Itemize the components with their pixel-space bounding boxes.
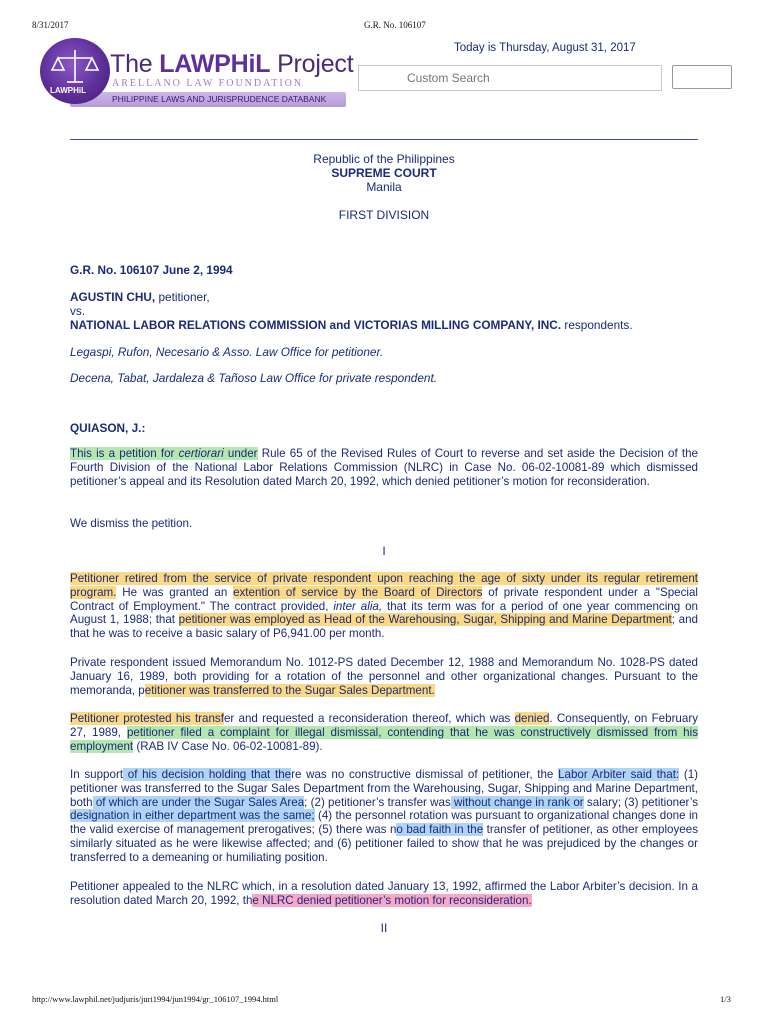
division-label: FIRST DIVISION bbox=[338, 208, 430, 222]
counsel-petitioner: Legaspi, Rufon, Necesario & Asso. Law Office for petitioner. bbox=[70, 345, 384, 359]
site-subtitle: ARELLANO LAW FOUNDATION bbox=[112, 78, 304, 89]
site-band-text: PHILIPPINE LAWS AND JURISPRUDENCE DATABANK bbox=[112, 94, 327, 104]
print-title: G.R. No. 106107 bbox=[364, 20, 426, 30]
counsel-respondent: Decena, Tabat, Jardaleza & Tañoso Law Office for private respondent. bbox=[70, 371, 438, 385]
site-title: The LAWPHiL Project bbox=[110, 50, 354, 78]
versus-label: vs. bbox=[70, 304, 86, 318]
search-input[interactable] bbox=[405, 66, 689, 90]
court-city: Manila bbox=[366, 180, 402, 194]
logo-text: LAWPHiL bbox=[50, 86, 86, 95]
lawphil-logo[interactable] bbox=[40, 38, 110, 104]
petitioner-line: AGUSTIN CHU, petitioner, bbox=[70, 290, 210, 304]
paragraph-3: Petitioner retired from the service of private respondent upon reaching the age of sixty under its regular retirement program. He was granted an extention of service by the Board of Directors of private respondent under a "Special Contract of Employment." The contract provided, inter alia, that its term was for a period of one year commencing on August 1, 1988; that petitioner was employed as Head of the Warehousing, Sugar, Shipping and Marine Department; and that he was to receive a basic salary of P6,941.00 per month. bbox=[70, 572, 698, 641]
paragraph-2: We dismiss the petition. bbox=[70, 517, 193, 530]
paragraph-1: This is a petition for certiorari under Rule 65 of the Revised Rules of Court to reverse and set aside the Decision of the Fourth Division of the National Labor Relations Commission (NLRC) in Case No. 06-02-10081-89 which dismissed petitioner’s appeal and its Resolution dated March 20, 1992, which denied petitioner’s motion for reconsideration. bbox=[70, 447, 698, 488]
search-field[interactable] bbox=[358, 65, 662, 91]
respondent-line: NATIONAL LABOR RELATIONS COMMISSION and VICTORIAS MILLING COMPANY, INC. respondents. bbox=[70, 318, 633, 332]
section-heading-1: I bbox=[382, 544, 386, 558]
today-date: Today is Thursday, August 31, 2017 bbox=[454, 42, 636, 54]
republic-label: Republic of the Philippines bbox=[313, 152, 455, 166]
court-name: SUPREME COURT bbox=[331, 166, 437, 180]
ponente: QUIASON, J.: bbox=[70, 421, 146, 435]
paragraph-4: Private respondent issued Memorandum No. 1012-PS dated December 12, 1988 and Memorandum No. 1028-PS dated January 16, 1989, both providing for a rotation of the personnel and other organizational changes. Pursuant to the memoranda, petitioner was transferred to the Sugar Sales Department. bbox=[70, 656, 698, 697]
paragraph-6: In support of his decision holding that there was no constructive dismissal of petitioner, the Labor Arbiter said that: (1) petitioner was transferred to the Sugar Sales Department from the Warehousing, Sugar, Shipping and Marine Department, both of which are under the Sugar Sales Area; (2) petitioner’s transfer was without change in rank or salary; (3) petitioner’s designation in either department was the same; (4) the personnel rotation was pursuant to organizational changes done in the valid exercise of management prerogatives; (5) there was no bad faith in the transfer of petitioner, as other employees similarly situated as he were likewise affected; and (6) petitioner failed to show that he was prejudiced by the changes or transferred to a demeaning or humiliating position. bbox=[70, 768, 699, 864]
section-heading-2: II bbox=[380, 921, 388, 935]
search-button[interactable] bbox=[672, 65, 732, 89]
header-divider bbox=[70, 139, 698, 140]
paragraph-7: Petitioner appealed to the NLRC which, in a resolution dated January 13, 1992, affirmed the Labor Arbiter’s decision. In a resolution dated March 20, 1992, the NLRC denied petitioner’s motion for reconsideration. bbox=[70, 880, 698, 907]
print-date: 8/31/2017 bbox=[32, 20, 69, 30]
case-number: G.R. No. 106107 June 2, 1994 bbox=[70, 263, 233, 277]
page-number: 1/3 bbox=[720, 994, 731, 1004]
footer-url[interactable]: http://www.lawphil.net/judjuris/juri1994/jun1994/gr_106107_1994.html bbox=[32, 994, 279, 1004]
paragraph-5: Petitioner protested his transfer and requested a reconsideration thereof, which was denied. Consequently, on February 27, 1989, petitioner filed a complaint for illegal dismissal, contending that he was constructively dismissed from his employment (RAB IV Case No. 06-02-10081-89). bbox=[70, 712, 698, 753]
